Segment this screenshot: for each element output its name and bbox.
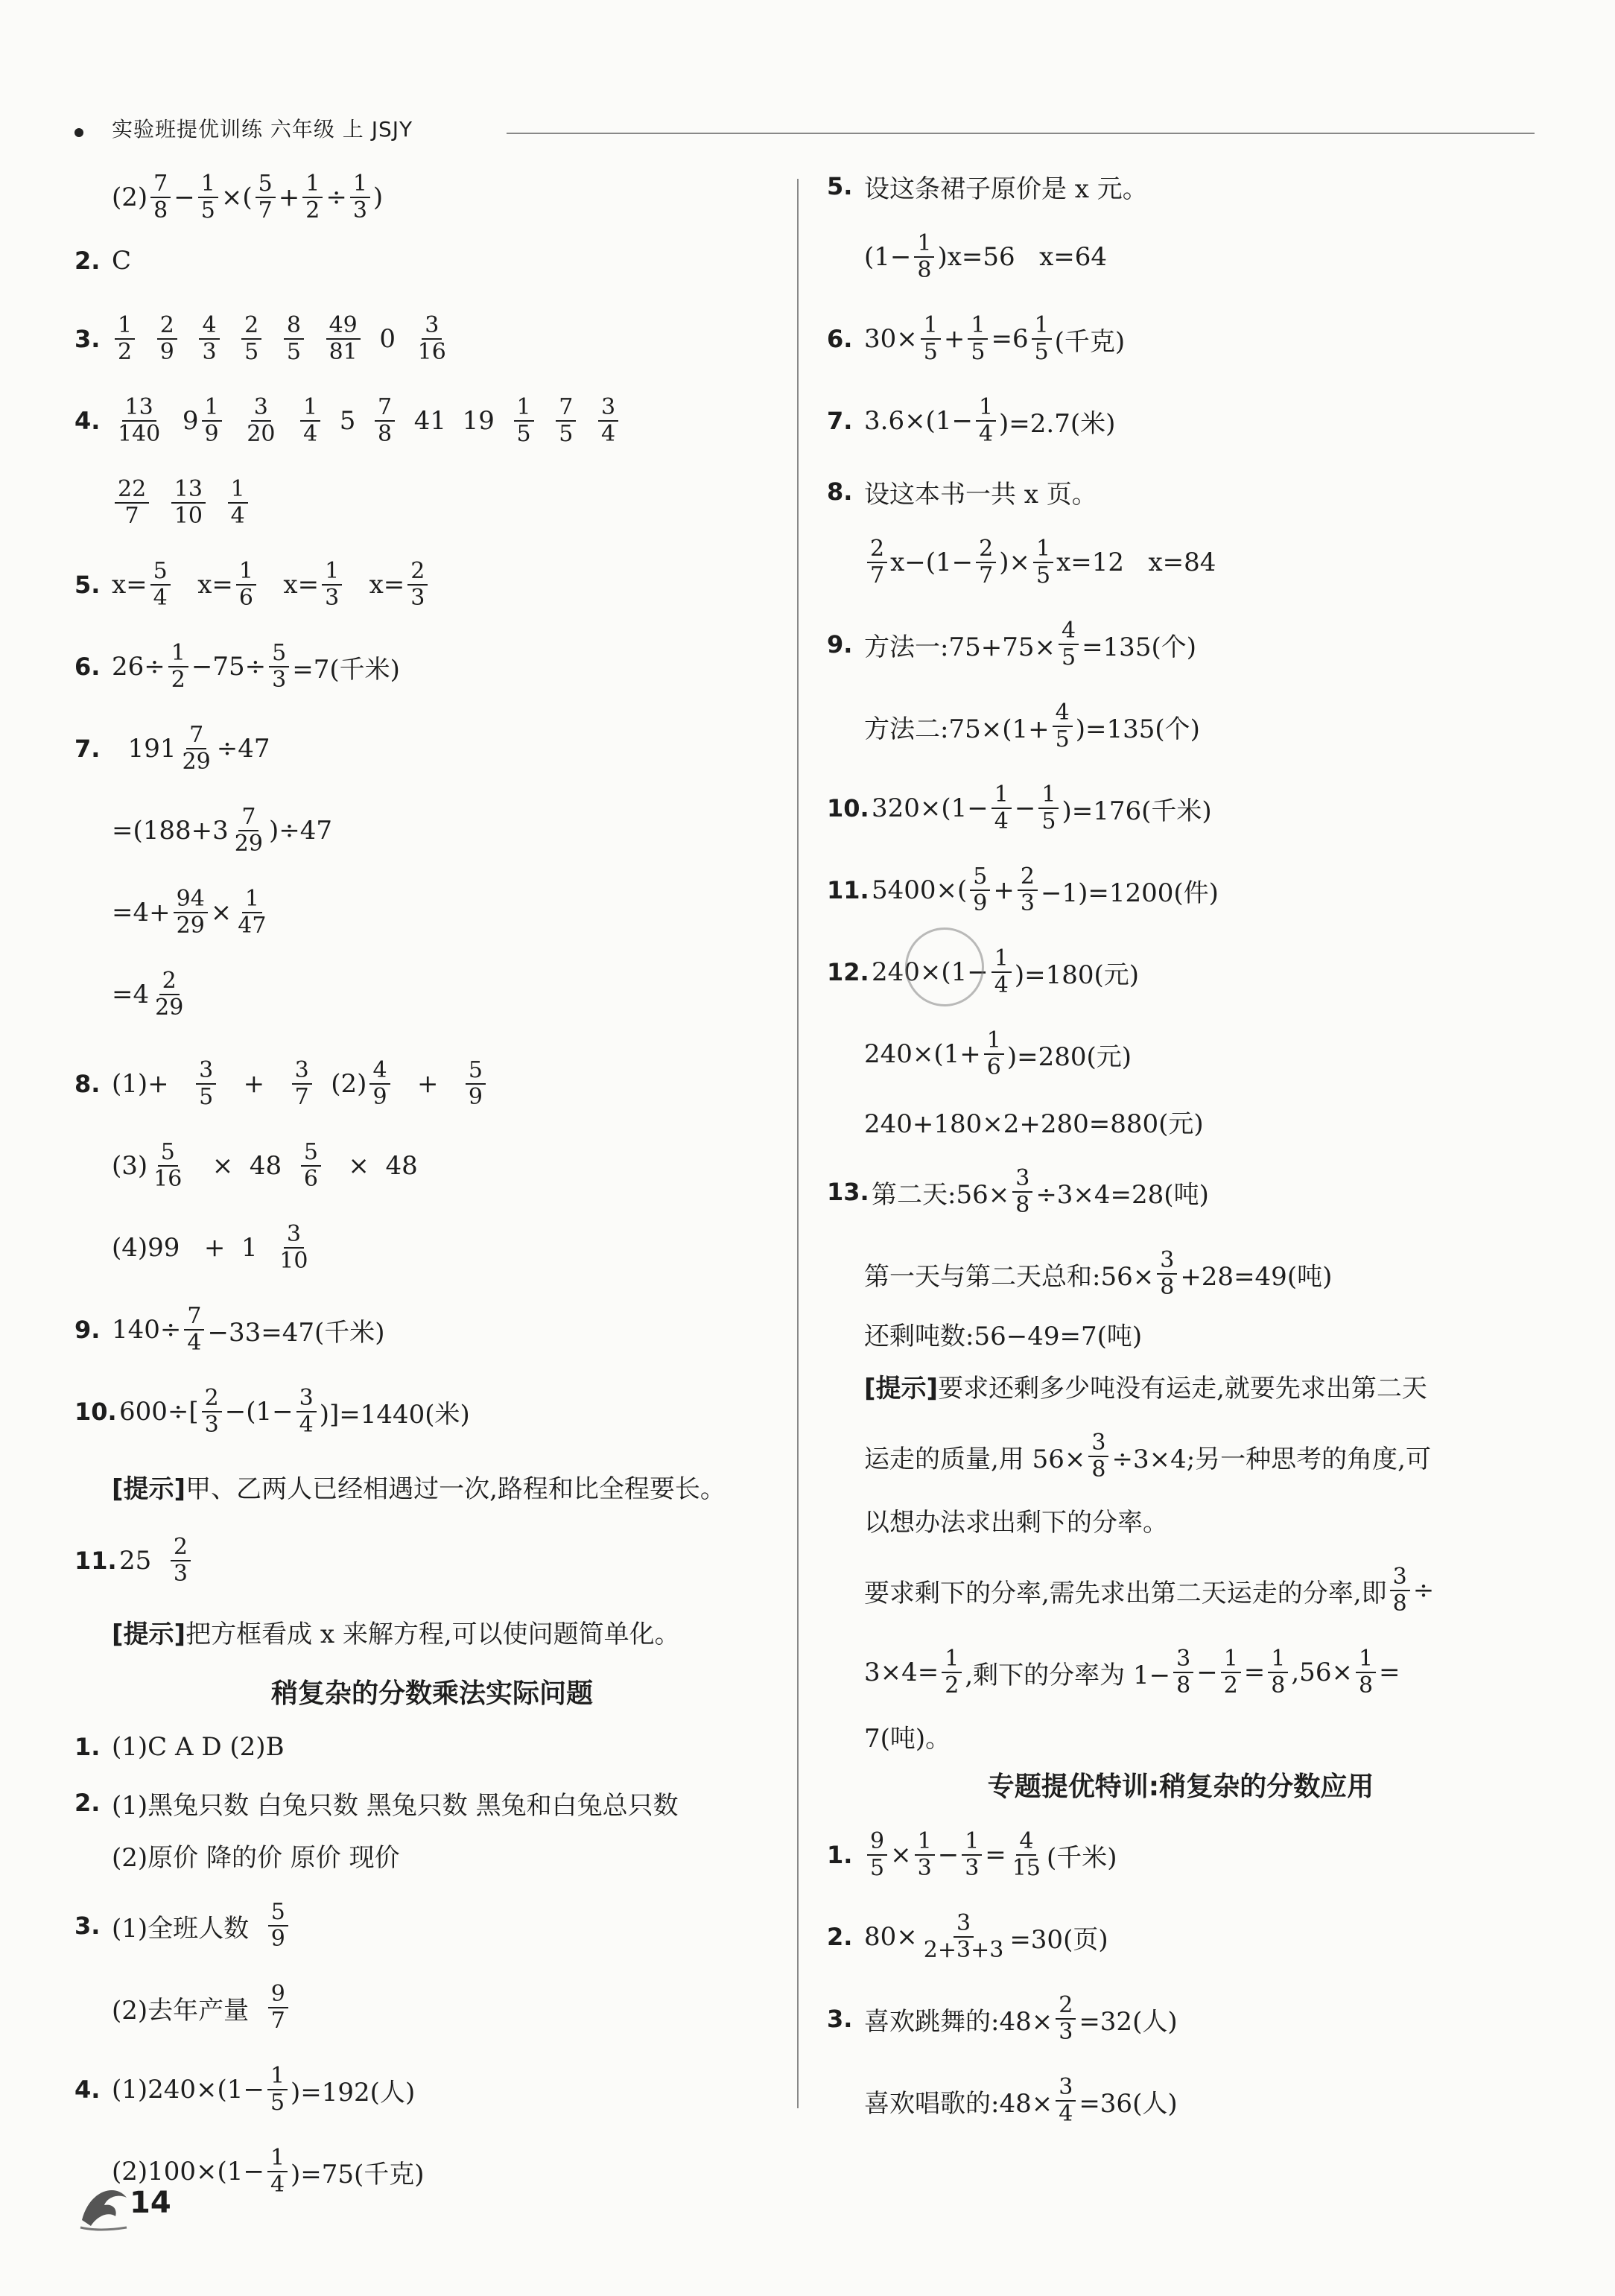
hint-line: 运走的质量,用 56× $\frac{3}{8}$ ÷3×4;另一种思考的角度,可 [864, 1430, 1431, 1482]
answer-line: 4. 13 140 9 1 9 3 20 1 4 5 7 8 41 19 1 5 7 5 3 4 [74, 380, 621, 462]
answer-line: 9. 方法一:75+75× $\frac{4}{5}$ =135(个) [827, 618, 1196, 670]
fraction: 3 16 [417, 312, 446, 365]
section-heading: 稍复杂的分数乘法实际问题 [270, 1678, 593, 1709]
fraction: 1 5 [1032, 313, 1052, 365]
fraction: $\frac{1}{4}$ [267, 2146, 288, 2198]
fraction: 7 5 [556, 395, 576, 447]
answer-line: (2)原价 降的价 原价 现价 [112, 1842, 400, 1873]
fraction: $\frac{3}{4}$ [296, 1386, 317, 1438]
answer-line: 11. 5400×( 5 9 + $\frac{2}{3}$ −1)=1200(件) [827, 863, 1219, 916]
fraction: $\frac{1}{2}$ [942, 1646, 962, 1699]
answer-line: 2. (1)黑兔只数 白兔只数 黑兔只数 黑兔和白兔总只数 [74, 1789, 679, 1821]
column-divider [797, 179, 799, 2108]
fraction: $\frac{5}{3}$ [269, 641, 289, 693]
answer-line: 8. (1)+ $\frac{3}{5}$ + $\frac{3}{7}$ (2) 4 9 + $\frac{5}{9}$ [74, 1043, 489, 1125]
fraction: $\frac{1}{5}$ [968, 313, 988, 365]
fraction: $\frac{7}{29}$ [182, 722, 211, 775]
fraction: $\frac{2}{7}$ [976, 536, 996, 589]
answer-line: (2)去年产量 9 7 [74, 1967, 291, 2049]
fraction: 1 5 [514, 395, 534, 447]
answer-line: 第一天与第二天总和:56× $\frac{3}{8}$ +28=49(吨) [864, 1247, 1333, 1300]
answer-line: 10. 600÷[ 2 3 −(1− $\frac{3}{4}$ )]=1440(米) [74, 1385, 470, 1438]
fraction: $\frac{1}{3}$ [962, 1829, 982, 1881]
answer-line: 还剩吨数:56−49=7(吨) [864, 1321, 1143, 1351]
fraction: $\frac{1}{4}$ [991, 782, 1012, 834]
fraction: $\frac{2}{3}$ [407, 559, 428, 611]
answer-line: 2. C [74, 246, 132, 276]
fraction: $\frac{3}{8}$ [1390, 1564, 1410, 1617]
header-rule [507, 133, 1535, 134]
fraction: $\frac{1}{2}$ [1221, 1646, 1241, 1699]
fraction: $\frac{5}{4}$ [150, 559, 171, 611]
header-title: 实验班提优训练 六年级 上 JSJY [112, 117, 413, 142]
fraction: $\frac{1}{3}$ [915, 1829, 935, 1881]
fraction: 7 29 [234, 804, 263, 857]
answer-line: 7. 191 $\frac{7}{29}$ ÷47 [74, 722, 270, 775]
answer-line: 2. 80× $\frac{3}{2+3+3}$ =30(页) [827, 1910, 1108, 1963]
fraction: $\frac{3}{8}$ [1012, 1166, 1032, 1218]
answer-line: 6. 30× $\frac{1}{5}$ + $\frac{1}{5}$ =6 1 5 (千克) [827, 312, 1126, 365]
fraction: $\frac{1}{5}$ [267, 2064, 288, 2116]
fraction: $\frac{7}{4}$ [184, 1304, 204, 1356]
answer-line: (3) $\frac{5}{16}$ × 48 $\frac{5}{6}$ × 48 [112, 1139, 418, 1192]
fraction: 2 5 [241, 313, 261, 365]
fraction: $\frac{1}{2}$ [302, 171, 323, 223]
fraction: 2 7 [867, 536, 887, 589]
hint-line: 以想办法求出剩下的分率。 [864, 1507, 1168, 1538]
stamp-seal-icon [905, 927, 984, 1006]
page-number: 14 [130, 2186, 171, 2220]
fraction: $\frac{1}{3}$ [322, 559, 342, 611]
answer-line: 5. 设这条裙子原价是 x 元。 [827, 172, 1148, 204]
answer-line: (1− $\frac{1}{8}$ )x=56 x=64 [864, 230, 1108, 283]
answer-line: =4+ $\frac{94}{29}$ × $\frac{1}{47}$ [74, 872, 272, 954]
answer-line: 1. (1)C A D (2)B [74, 1732, 285, 1762]
fraction: 13 140 [118, 394, 161, 447]
answer-line: =4 2 29 [74, 954, 189, 1036]
answer-line: (4)99 + 1 3 10 [74, 1207, 314, 1289]
fraction: $\frac{3}{5}$ [196, 1058, 216, 1110]
fraction: $\frac{3}{7}$ [292, 1058, 312, 1110]
answer-line: 240+180×2+280=880(元) [864, 1109, 1204, 1139]
fraction: 3 4 [598, 395, 618, 447]
fraction: 3 10 [279, 1221, 308, 1274]
fraction: 2 9 [157, 313, 177, 365]
fraction: 1 4 [228, 477, 248, 529]
fraction: 2 3 [202, 1386, 222, 1438]
answer-line: 12. 240×(1− $\frac{1}{4}$ )=180(元) [827, 945, 1140, 998]
fraction: 5 7 [256, 171, 276, 223]
fraction: $\frac{4}{15}$ [1012, 1828, 1041, 1881]
fraction: $\frac{94}{29}$ [174, 887, 208, 939]
dolphin-logo-icon [74, 2175, 134, 2235]
fraction: 9 7 [268, 1982, 288, 2034]
fraction: $\frac{4}{5}$ [1053, 700, 1073, 752]
fraction: 2 3 [171, 1535, 191, 1587]
fraction: 1 2 [115, 313, 135, 365]
page-footer [74, 2175, 223, 2242]
fraction: 2 29 [155, 968, 184, 1021]
fraction: $\frac{1}{5}$ [1033, 536, 1053, 589]
fraction: $\frac{3}{8}$ [1173, 1646, 1193, 1699]
fraction: 13 10 [171, 477, 206, 529]
fraction: $\frac{3}{8}$ [1157, 1248, 1177, 1300]
fraction: $\frac{1}{3}$ [350, 171, 370, 223]
fraction: $\frac{2}{3}$ [1056, 1993, 1076, 2045]
header-bullet-icon [74, 128, 83, 137]
fraction: 5 9 [268, 1900, 288, 1952]
fraction: 5 9 [970, 864, 990, 916]
answer-line: (2)100×(1− $\frac{1}{4}$ )=75(千克) [112, 2145, 425, 2198]
fraction: $\frac{1}{2}$ [168, 641, 188, 693]
answer-line: 3. (1)全班人数 5 9 [74, 1885, 291, 1967]
hint-line: [提示] 要求还剩多少吨没有运走,就要先求出第二天 [864, 1373, 1427, 1404]
fraction: $\frac{1}{6}$ [984, 1028, 1004, 1080]
answer-line: 8. 设这本书一共 x 页。 [827, 478, 1097, 510]
answer-line: 方法二:75×(1+ $\frac{4}{5}$ )=135(个) [864, 700, 1200, 752]
fraction: $\frac{1}{6}$ [236, 559, 256, 611]
answer-line: 4. (1)240×(1− $\frac{1}{5}$ )=192(人) [74, 2063, 416, 2116]
answer-line: 7(吨)。 [864, 1723, 951, 1754]
fraction: $\frac{9}{5}$ [867, 1829, 887, 1881]
answer-line: 11. 25 2 3 [74, 1520, 194, 1602]
fraction: 4 9 [369, 1058, 390, 1110]
fraction: $\frac{1}{4}$ [976, 395, 996, 447]
section-heading: 专题提优特训:稍复杂的分数应用 [987, 1772, 1374, 1802]
fraction: $\frac{1}{8}$ [1268, 1646, 1288, 1699]
answer-line: 3. 1 2 2 9 4 3 2 5 8 5 49 81 0 3 16 [74, 298, 452, 380]
answer-line: 1. $\frac{9}{5}$ × $\frac{1}{3}$ − $\frac{1}{3}$ = $\frac{4}{15}$ (千米) [827, 1828, 1117, 1881]
fraction: $\frac{1}{8}$ [914, 231, 934, 283]
answer-line: 3×4= $\frac{1}{2}$ ,剩下的分率为 1− $\frac{3}{8}$ − $\frac{1}{2}$ = $\frac{1}{8}$ ,56× $\frac{1}{8}$ = [864, 1646, 1400, 1699]
fraction: 7 8 [375, 395, 395, 447]
fraction: $\frac{5}{9}$ [466, 1058, 486, 1110]
fraction: $\frac{2}{3}$ [1018, 864, 1038, 916]
fraction: 8 5 [284, 313, 304, 365]
answer-line: 2 7 x−(1− $\frac{2}{7}$ )× $\frac{1}{5}$ x=12 x=84 [827, 521, 1216, 603]
fraction: $\frac{1}{47}$ [238, 886, 267, 939]
fraction: $\frac{1}{5}$ [198, 171, 218, 223]
fraction: $\frac{3}{4}$ [1056, 2075, 1076, 2127]
fraction: 7 8 [150, 171, 171, 223]
answer-line: 9. 140÷ $\frac{7}{4}$ −33=47(千米) [74, 1303, 385, 1356]
hint-line: [提示] 把方框看成 x 来解方程,可以使问题简单化。 [112, 1619, 680, 1649]
fraction: 4 3 [199, 313, 219, 365]
fraction: 22 7 [115, 477, 149, 529]
fraction: $\frac{3}{2+3+3}$ [923, 1910, 1004, 1963]
fraction: 1 4 [300, 395, 320, 447]
answer-line: 要求剩下的分率,需先求出第二天运走的分率,即 $\frac{3}{8}$ ÷ [864, 1564, 1435, 1617]
fraction: 49 81 [326, 313, 361, 365]
fraction: $\frac{1}{5}$ [921, 313, 941, 365]
page-header [74, 112, 1535, 149]
fraction: 3 20 [247, 394, 276, 447]
answer-line: 6. 26÷ $\frac{1}{2}$ −75÷ $\frac{5}{3}$ =7(千米) [74, 640, 400, 693]
answer-line: 5. x= $\frac{5}{4}$ x= $\frac{1}{6}$ x= $\frac{1}{3}$ x= $\frac{2}{3}$ [74, 544, 431, 626]
answer-line: 13. 第二天:56× $\frac{3}{8}$ ÷3×4=28(吨) [827, 1165, 1209, 1218]
hint-line: [提示] 甲、乙两人已经相遇过一次,路程和比全程要长。 [112, 1474, 726, 1504]
answer-line: 240×(1+ $\frac{1}{6}$ )=280(元) [864, 1027, 1132, 1080]
fraction: $\frac{5}{6}$ [301, 1140, 321, 1192]
fraction: $\frac{1}{8}$ [1356, 1646, 1376, 1699]
answer-line [74, 462, 251, 544]
answer-line: 10. 320×(1− $\frac{1}{4}$ − $\frac{1}{5}$ )=176(千米) [827, 781, 1212, 834]
fraction: $\frac{1}{5}$ [1038, 782, 1059, 834]
answer-line: =(188+3 7 29 )÷47 [112, 804, 332, 857]
fraction: $\frac{5}{16}$ [153, 1139, 183, 1192]
fraction: $\frac{1}{4}$ [991, 946, 1012, 998]
fraction: $\frac{3}{8}$ [1088, 1430, 1108, 1482]
fraction: 1 9 [202, 395, 222, 447]
answer-line: 7. 3.6×(1− $\frac{1}{4}$ )=2.7(米) [827, 394, 1116, 447]
answer-line: 3. 喜欢跳舞的:48× $\frac{2}{3}$ =32(人) [827, 1992, 1178, 2045]
answer-line: 喜欢唱歌的:48× $\frac{3}{4}$ =36(人) [864, 2074, 1178, 2127]
fraction: $\frac{4}{5}$ [1059, 618, 1079, 670]
answer-line: (2) 7 8 − $\frac{1}{5}$ ×( 5 7 + $\frac{1}{2}$ ÷ $\frac{1}{3}$ ) [112, 171, 384, 223]
